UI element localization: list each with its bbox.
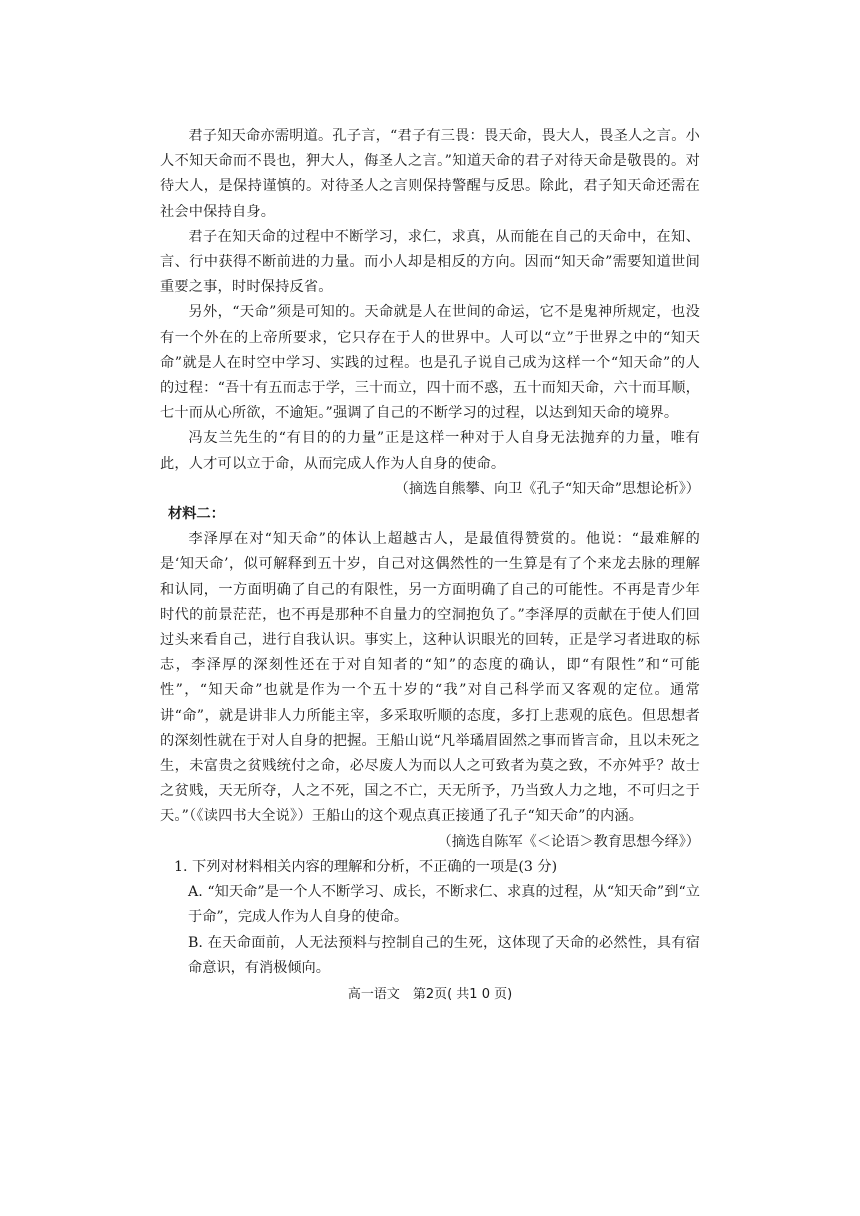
material1-paragraph-3: 另外，“天命”须是可知的。天命就是人在世间的命运，它不是鬼神所规定，也没有一个外在的上帝所要求，它只存在于人的世界中。人可以“立”于世界之中的“知天命”就是人在时空中学习、实践的过程。也是孔子说自己成为这样一个“知天命”的人的过程：“吾十有五而志于学，三十而立，四十而不惑，五十而知天命，六十而耳顺，七十而从心所欲，不逾矩。”强调了自己的不断学习的过程，以达到知天命的境界。 bbox=[160, 304, 700, 422]
material1-source: （摘选自熊攀、向卫《孔子“知天命”思想论析》） bbox=[394, 480, 700, 497]
option-a: A. “知天命”是一个人不断学习、成长，不断求仁、求真的过程，从“知天命”到“立于命”，完成人作为人自身的使命。 bbox=[188, 884, 700, 926]
material1-paragraph-1: 君子知天命亦需明道。孔子言，“君子有三畏：畏天命，畏大人，畏圣人之言。小人不知天命而不畏也，狎大人，侮圣人之言。”知道天命的君子对待天命是敬畏的。对待大人，是保持谨慎的。对待圣人之言则保持警醒与反思。除此，君子知天命还需在社会中保持自身。 bbox=[160, 128, 700, 220]
material2-source: （摘选自陈军《＜论语＞教育思想今绎》） bbox=[437, 833, 700, 850]
question-stem: 1. 下列对材料相关内容的理解和分析，不正确的一项是(3 分) bbox=[174, 858, 558, 875]
material1-paragraph-2: 君子在知天命的过程中不断学习，求仁，求真，从而能在自己的天命中，在知、言、行中获得不断前进的力量。而小人却是相反的方向。因而“知天命”需要知道世间重要之事，时时保持反省。 bbox=[160, 228, 700, 296]
page-footer: 高一语文 第2页( 共1 0 页) bbox=[347, 986, 513, 1002]
material2-heading: 材料二： bbox=[168, 506, 225, 523]
option-b: B. 在天命面前，人无法预料与控制自己的生死，这体现了天命的必然性，具有宿命意识，有消极倾向。 bbox=[188, 934, 700, 976]
exam-page bbox=[160, 124, 700, 1007]
material2-paragraph: 李泽厚在对“知天命”的体认上超越古人，是最值得赞赏的。他说：“最难解的是‘知天命’，似可解释到五十岁，自己对这偶然性的一生算是有了个来龙去脉的理解和认同，一方面明确了自己的有限性，另一方面明确了自己的可能性。不再是青少年时代的前景茫茫，也不再是那种不自量力的空洞抱负了。”李泽厚的贡献在于使人们回过头来看自己，进行自我认识。事实上，这种认识眼光的回转，正是学习者进取的标志，李泽厚的深刻性还在于对自知者的“知”的态度的确认，即“有限性”和“可能性”，“知天命”也就是作为一个五十岁的“我”对自己科学而又客观的定位。通常讲“命”，就是讲非人力所能主宰，多采取听顺的态度，多打上悲观的底色。但思想者的深刻性就在于对人自身的把握。王船山说“凡举璚眉固然之事而皆言命，且以未死之生，未富贵之贫贱统付之命，必尽废人为而以人之可致者为莫之致，不亦舛乎？故士之贫贱，天无所夺，人之不死，国之不亡，天无所予，乃当致人力之地，不可归之于天。”（《读四书大全说》）王船山的这个观点真正接通了孔子“知天命”的内涵。 bbox=[160, 531, 700, 825]
material1-paragraph-4: 冯友兰先生的“有目的的力量”正是这样一种对于人自身无法抛弃的力量，唯有此，人才可以立于命，从而完成人作为人自身的使命。 bbox=[160, 430, 700, 472]
